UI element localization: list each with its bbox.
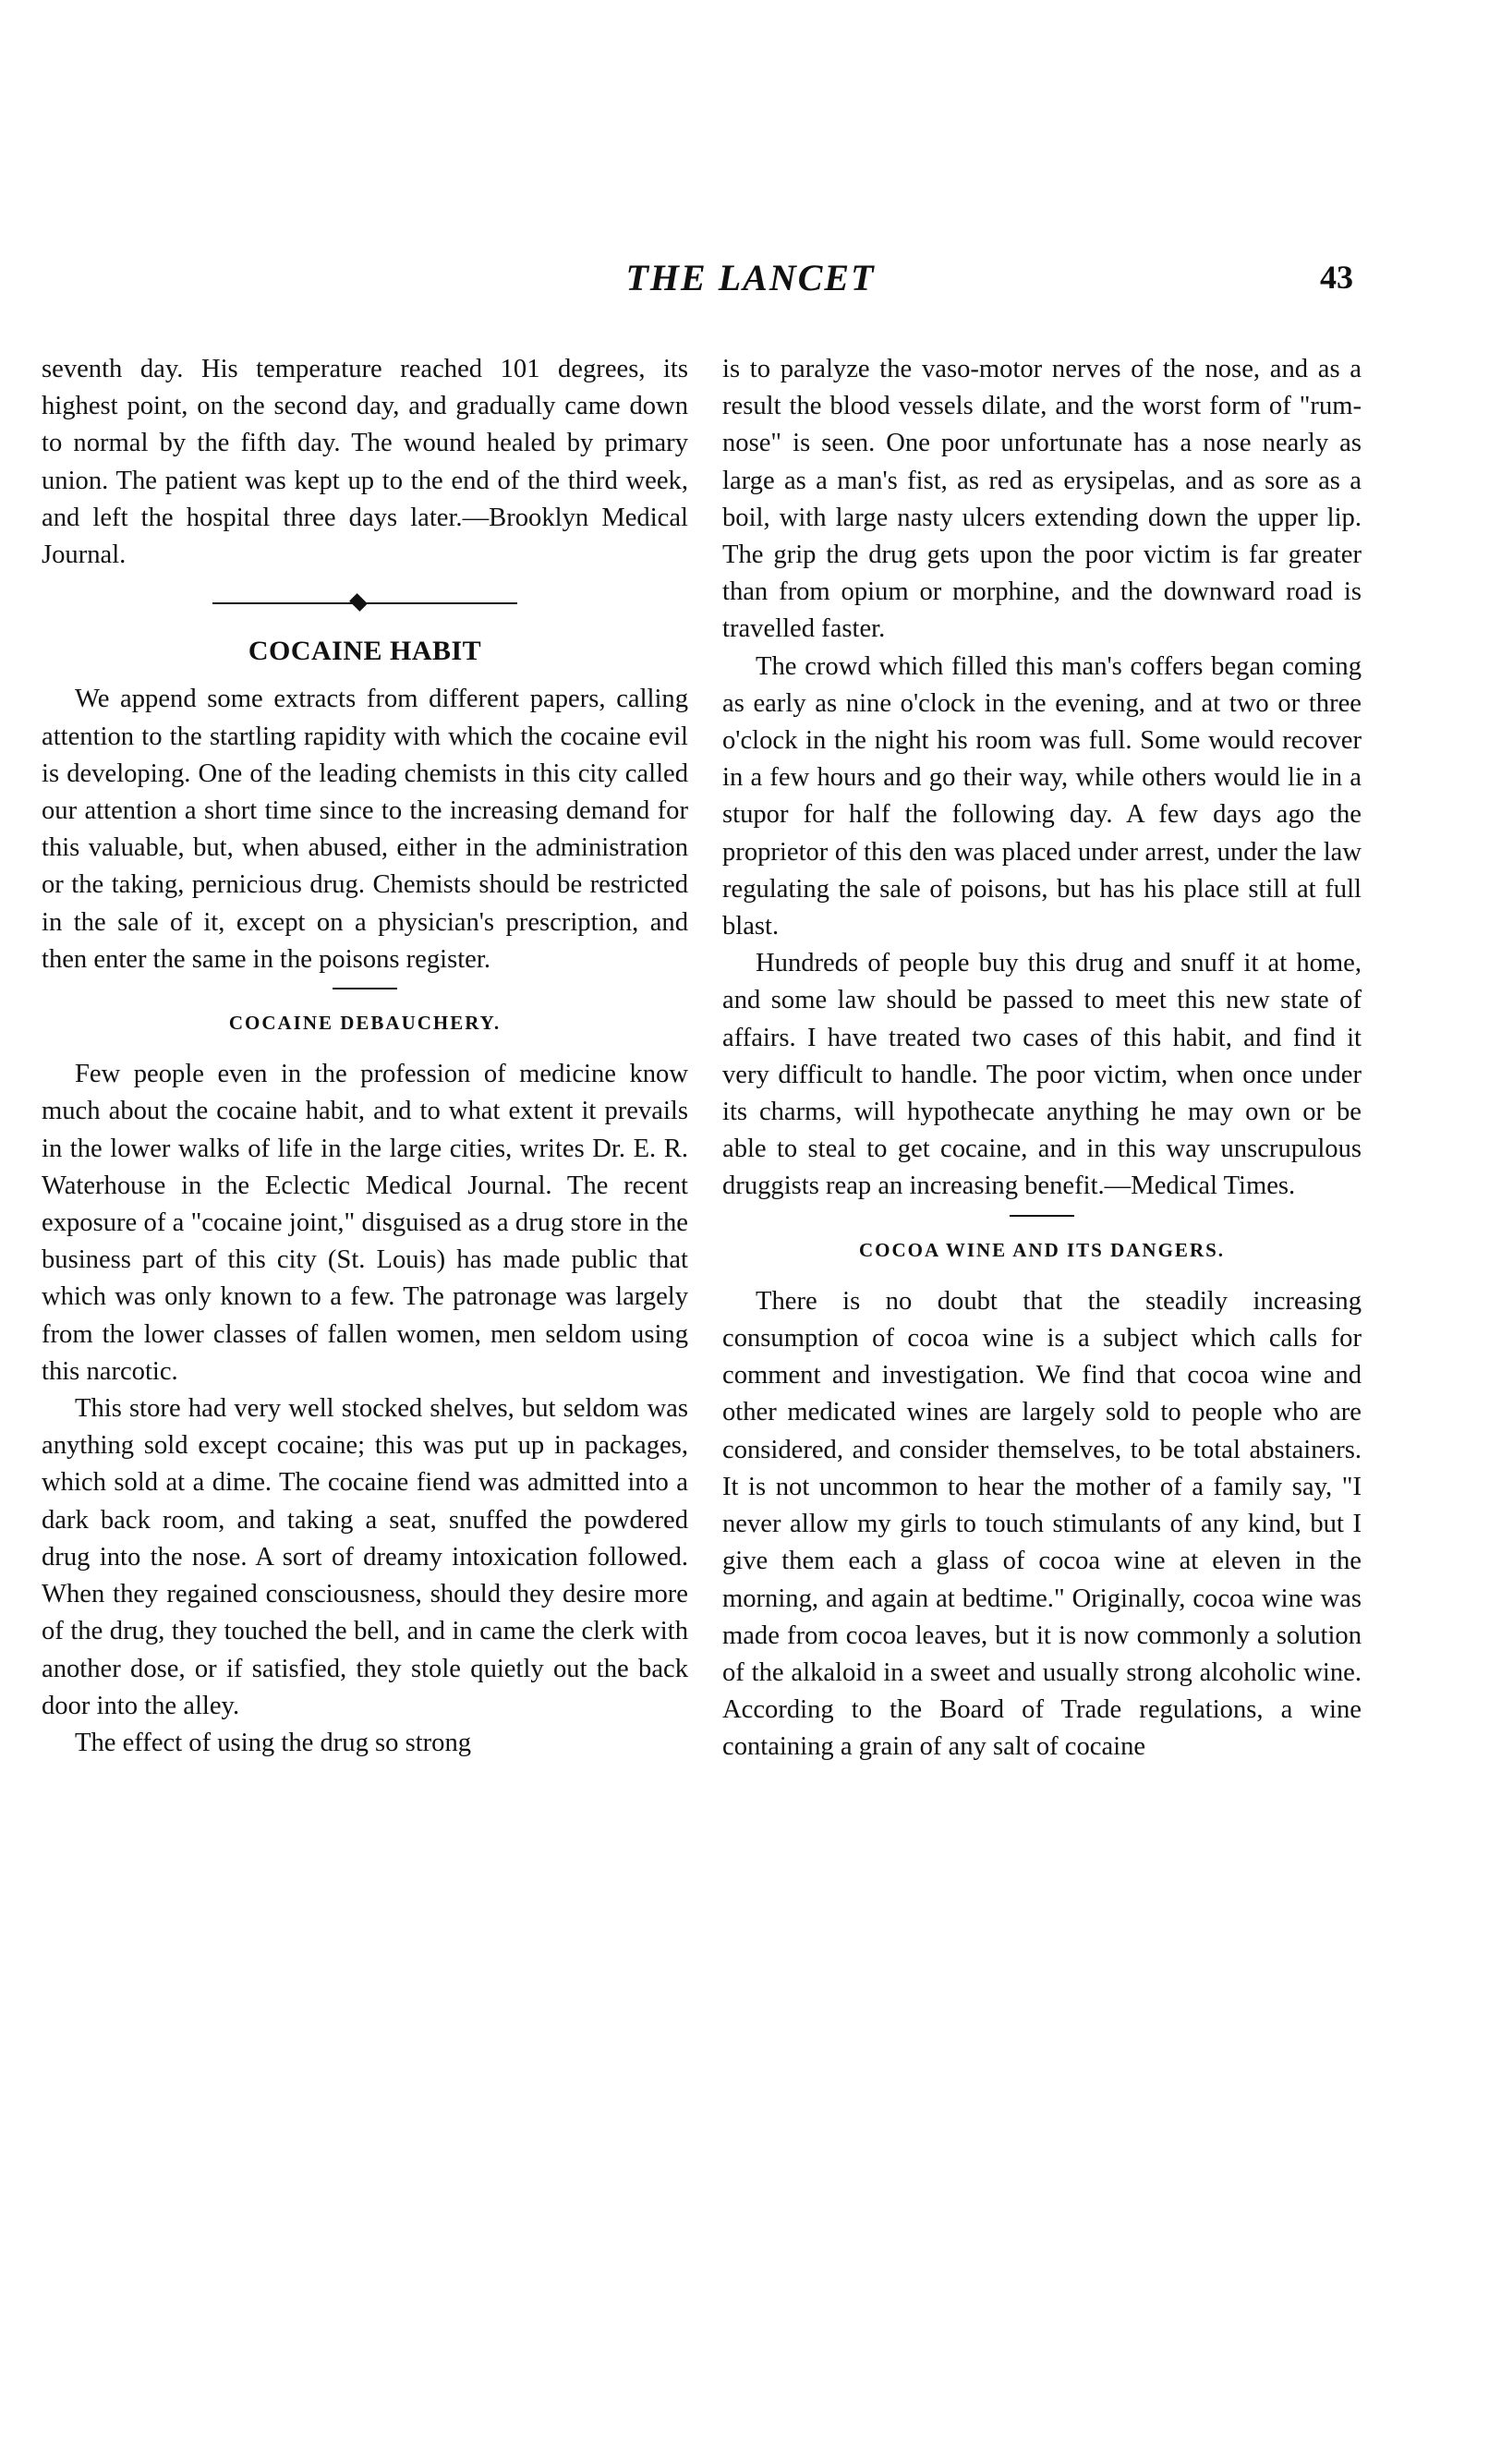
body-paragraph: Hundreds of people buy this drug and snuff it at home, and some law should be passed to meet this new state of affairs. I have treated two cases of this habit, and find it very difficult to handle. The poor victim, when once under its charms, will hypothecate anything he may own or be able to steal to get cocaine, and in this way unscrupulous druggists reap an increasing benefit.—Medical Times. [722, 949, 1362, 1201]
body-paragraph: The effect of using the drug so strong [75, 1728, 472, 1757]
short-divider [1010, 1215, 1074, 1217]
body-paragraph: There is no doubt that the steadily increasing consumption of cocoa wine is a subject which calls for comment and investigation. We find that cocoa wine and other medicated wines are largely sold to people who are considered, and consider themselves, to be total abstainers. It is not uncommon to hear the mother of a family say, "I never allow my girls to touch stimulants of any kind, but I give them each a glass of cocoa wine at eleven in the morning, and again at bedtime." Originally, cocoa wine was made from cocoa leaves, but it is now commonly a solution of the alkaloid in a sweet and usually strong alcoholic wine. According to the Board of Trade regulations, a wine containing a grain of any salt of cocaine [722, 1286, 1362, 1762]
subsection-title: COCOA WINE AND ITS DANGERS. [858, 1238, 1226, 1261]
page-number: 43 [1320, 259, 1353, 296]
continued-paragraph: is to paralyze the vaso-motor nerves of the nose, and as a result the blood vessels dilate, and the worst form of "rum-nose" is seen. One poor unfortunate has a nose nearly as large as a man's fist, as red as erysipelas, and as sore as a boil, with large nasty ulcers extending down the upper lip. The grip the drug gets upon the poor victim is far greater than from opium or morphine, and the downward road is travelled faster. [722, 355, 1362, 644]
body-paragraph: The crowd which filled this man's coffers began coming as early as nine o'clock in the evening, and at two or three o'clock in the night his room was full. Some would recover in a few hours and go their way, while others would lie in a stupor for half the following day. A few days ago the proprietor of this den was placed under arrest, under the law regulating the sale of poisons, but has his place still at full blast. [722, 651, 1362, 941]
section-title: COCAINE HABIT [248, 636, 482, 667]
right-column [722, 351, 1362, 1766]
body-paragraph: Few people even in the profession of medicine know much about the cocaine habit, and to what extent it prevails in the lower walks of life in the large cities, writes Dr. E. R. Waterhouse in the Eclectic Medical Journal. The recent exposure of a "cocaine joint," disguised as a drug store in the business part of this city (St. Louis) has made public that which was only known to a few. The patronage was largely from the lower classes of fallen women, men seldom using this narcotic. [42, 1060, 688, 1386]
running-title: THE LANCET [625, 257, 876, 298]
page-header [0, 254, 1501, 310]
left-column [42, 351, 688, 1762]
intro-paragraph: We append some extracts from different papers, calling attention to the startling rapidity with which the cocaine evil is developing. One of the leading chemists in this city called our attention a short time since to the increasing demand for this valuable, but, when abused, either in the administration or the taking, pernicious drug. Chemists should be restricted in the sale of it, except on a physician's prescription, and then enter the same in the poisons register. [42, 685, 688, 974]
ornamental-divider [212, 592, 517, 614]
continued-paragraph: seventh day. His temperature reached 101 degrees, its highest point, on the second day, and gradually came down to normal by the fifth day. The wound healed by primary union. The patient was kept up to the end of the third week, and left the hospital three days later.—Brooklyn Medical Journal. [42, 355, 688, 570]
body-paragraph: This store had very well stocked shelves, but seldom was anything sold except cocaine; this was put up in packages, which sold at a dime. The cocaine fiend was admitted into a dark back room, and taking a seat, snuffed the powdered drug into the nose. A sort of dreamy intoxication followed. When they regained consciousness, should they desire more of the drug, they touched the bell, and in came the clerk with another dose, or if satisfied, they stole quietly out the back door into the alley. [42, 1394, 688, 1720]
subsection-title: COCAINE DEBAUCHERY. [228, 1012, 502, 1035]
short-divider [333, 988, 397, 989]
